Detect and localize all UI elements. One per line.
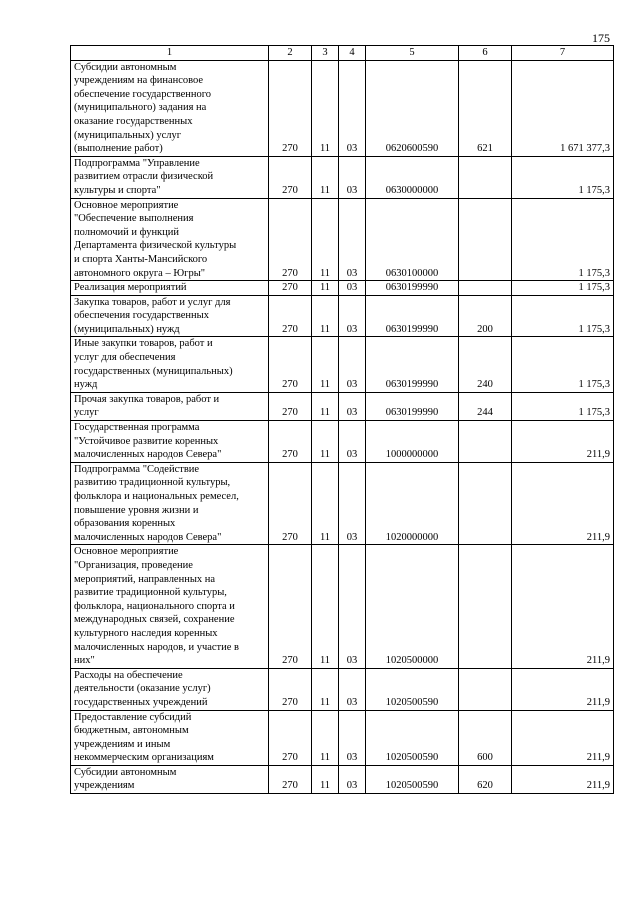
amount-cell: 1 175,3 [512,337,614,392]
row-name: Реализация мероприятий [74,282,187,294]
row-name-cell [71,765,269,793]
admin-code-cell: 270 [269,462,312,545]
amount-cell: 211,9 [512,710,614,765]
amount-cell: 211,9 [512,421,614,463]
table-row [71,337,614,392]
expense-type-cell: 620 [459,765,512,793]
row-name: Подпрограмма "Содействие развитию традиционной культуры, фольклора и национальных ремесел, повышение уровня жизни и образования коренных малочисленных народов Севера" [74,463,239,543]
section-cell: 11 [312,337,339,392]
admin-code-cell: 270 [269,156,312,198]
subsection-cell: 03 [339,392,366,420]
subsection-cell: 03 [339,60,366,156]
expense-type-cell: 244 [459,392,512,420]
expense-type-cell [459,156,512,198]
row-name: Основное мероприятие "Обеспечение выполнения полномочий и функций Департамента физической культуры и спорта Ханты-Мансийского автономного округа – Югры" [74,199,237,279]
amount-cell: 1 175,3 [512,392,614,420]
admin-code-cell: 270 [269,281,312,296]
section-cell: 11 [312,392,339,420]
admin-code-cell: 270 [269,337,312,392]
section-cell: 11 [312,462,339,545]
target-article-cell: 1020500590 [366,765,459,793]
table-row [71,710,614,765]
table-row [71,668,614,710]
expense-type-cell: 621 [459,60,512,156]
row-name: Субсидии автономным учреждениям на финансовое обеспечение государственного (муниципального) задания на оказание государственных (муниципальных) услуг (выполнение работ) [74,61,212,155]
row-name-cell [71,281,269,296]
target-article-cell: 0630100000 [366,198,459,281]
admin-code-cell: 270 [269,60,312,156]
subsection-cell: 03 [339,462,366,545]
target-article-cell: 1000000000 [366,421,459,463]
expense-type-cell [459,281,512,296]
target-article-cell: 0630199990 [366,295,459,337]
target-article-cell: 0630000000 [366,156,459,198]
row-name-cell [71,156,269,198]
table-row [71,392,614,420]
amount-cell: 1 175,3 [512,156,614,198]
amount-cell: 1 175,3 [512,198,614,281]
amount-cell: 211,9 [512,668,614,710]
row-name: Подпрограмма "Управление развитием отрасли физической культуры и спорта" [74,157,214,196]
header-row [71,46,614,61]
subsection-cell: 03 [339,765,366,793]
table-row [71,281,614,296]
page-number: 175 [592,31,610,45]
subsection-cell: 03 [339,281,366,296]
row-name-cell [71,295,269,337]
section-cell: 11 [312,765,339,793]
admin-code-cell: 270 [269,668,312,710]
amount-cell: 1 175,3 [512,295,614,337]
row-name-cell [71,545,269,668]
table-row [71,156,614,198]
row-name-cell [71,462,269,545]
target-article-cell: 0630199990 [366,392,459,420]
target-article-cell: 1020500000 [366,545,459,668]
subsection-cell: 03 [339,337,366,392]
subsection-cell: 03 [339,198,366,281]
expense-type-cell [459,421,512,463]
expense-type-cell [459,545,512,668]
row-name: Основное мероприятие "Организация, проведение мероприятий, направленных на развитие традиционной культуры, фольклора, национального спорта и международных связей, сохранение культурного наследия коренных малочисленных народов, и участие в них" [74,546,239,667]
section-cell: 11 [312,421,339,463]
target-article-cell: 1020500590 [366,668,459,710]
section-cell: 11 [312,545,339,668]
admin-code-cell: 270 [269,392,312,420]
admin-code-cell: 270 [269,545,312,668]
column-header: 2 [269,46,312,61]
expense-type-cell: 600 [459,710,512,765]
row-name-cell [71,668,269,710]
section-cell: 11 [312,668,339,710]
row-name-cell [71,198,269,281]
target-article-cell: 0630199990 [366,281,459,296]
amount-cell: 211,9 [512,545,614,668]
row-name: Предоставление субсидий бюджетным, автономным учреждениям и иным некоммерческим организациям [74,711,214,764]
budget-table [70,45,614,794]
row-name: Иные закупки товаров, работ и услуг для обеспечения государственных (муниципальных) нужд [74,338,233,391]
target-article-cell: 0620600590 [366,60,459,156]
table-row [71,295,614,337]
amount-cell: 211,9 [512,462,614,545]
section-cell: 11 [312,710,339,765]
target-article-cell: 1020000000 [366,462,459,545]
subsection-cell: 03 [339,156,366,198]
subsection-cell: 03 [339,668,366,710]
admin-code-cell: 270 [269,421,312,463]
column-header: 3 [312,46,339,61]
column-header: 1 [71,46,269,61]
table-row [71,421,614,463]
column-header: 5 [366,46,459,61]
expense-type-cell: 200 [459,295,512,337]
admin-code-cell: 270 [269,295,312,337]
section-cell: 11 [312,60,339,156]
row-name-cell [71,60,269,156]
column-header: 4 [339,46,366,61]
table-row [71,462,614,545]
amount-cell: 1 175,3 [512,281,614,296]
row-name: Закупка товаров, работ и услуг для обеспечения государственных (муниципальных) нужд [74,296,231,335]
expense-type-cell: 240 [459,337,512,392]
row-name: Расходы на обеспечение деятельности (оказание услуг) государственных учреждений [74,669,211,708]
column-header: 7 [512,46,614,61]
amount-cell: 211,9 [512,765,614,793]
target-article-cell: 1020500590 [366,710,459,765]
subsection-cell: 03 [339,710,366,765]
row-name-cell [71,710,269,765]
subsection-cell: 03 [339,295,366,337]
table-row [71,765,614,793]
section-cell: 11 [312,281,339,296]
admin-code-cell: 270 [269,198,312,281]
subsection-cell: 03 [339,545,366,668]
column-header: 6 [459,46,512,61]
expense-type-cell [459,462,512,545]
section-cell: 11 [312,156,339,198]
row-name: Прочая закупка товаров, работ и услуг [74,393,220,419]
row-name: Государственная программа "Устойчивое развитие коренных малочисленных народов Севера" [74,422,222,461]
admin-code-cell: 270 [269,710,312,765]
table-row [71,198,614,281]
row-name-cell [71,421,269,463]
expense-type-cell [459,668,512,710]
target-article-cell: 0630199990 [366,337,459,392]
row-name-cell [71,392,269,420]
expense-type-cell [459,198,512,281]
row-name-cell [71,337,269,392]
table-row [71,60,614,156]
row-name: Субсидии автономным учреждениям [74,766,177,792]
section-cell: 11 [312,198,339,281]
amount-cell: 1 671 377,3 [512,60,614,156]
subsection-cell: 03 [339,421,366,463]
admin-code-cell: 270 [269,765,312,793]
section-cell: 11 [312,295,339,337]
table-row [71,545,614,668]
